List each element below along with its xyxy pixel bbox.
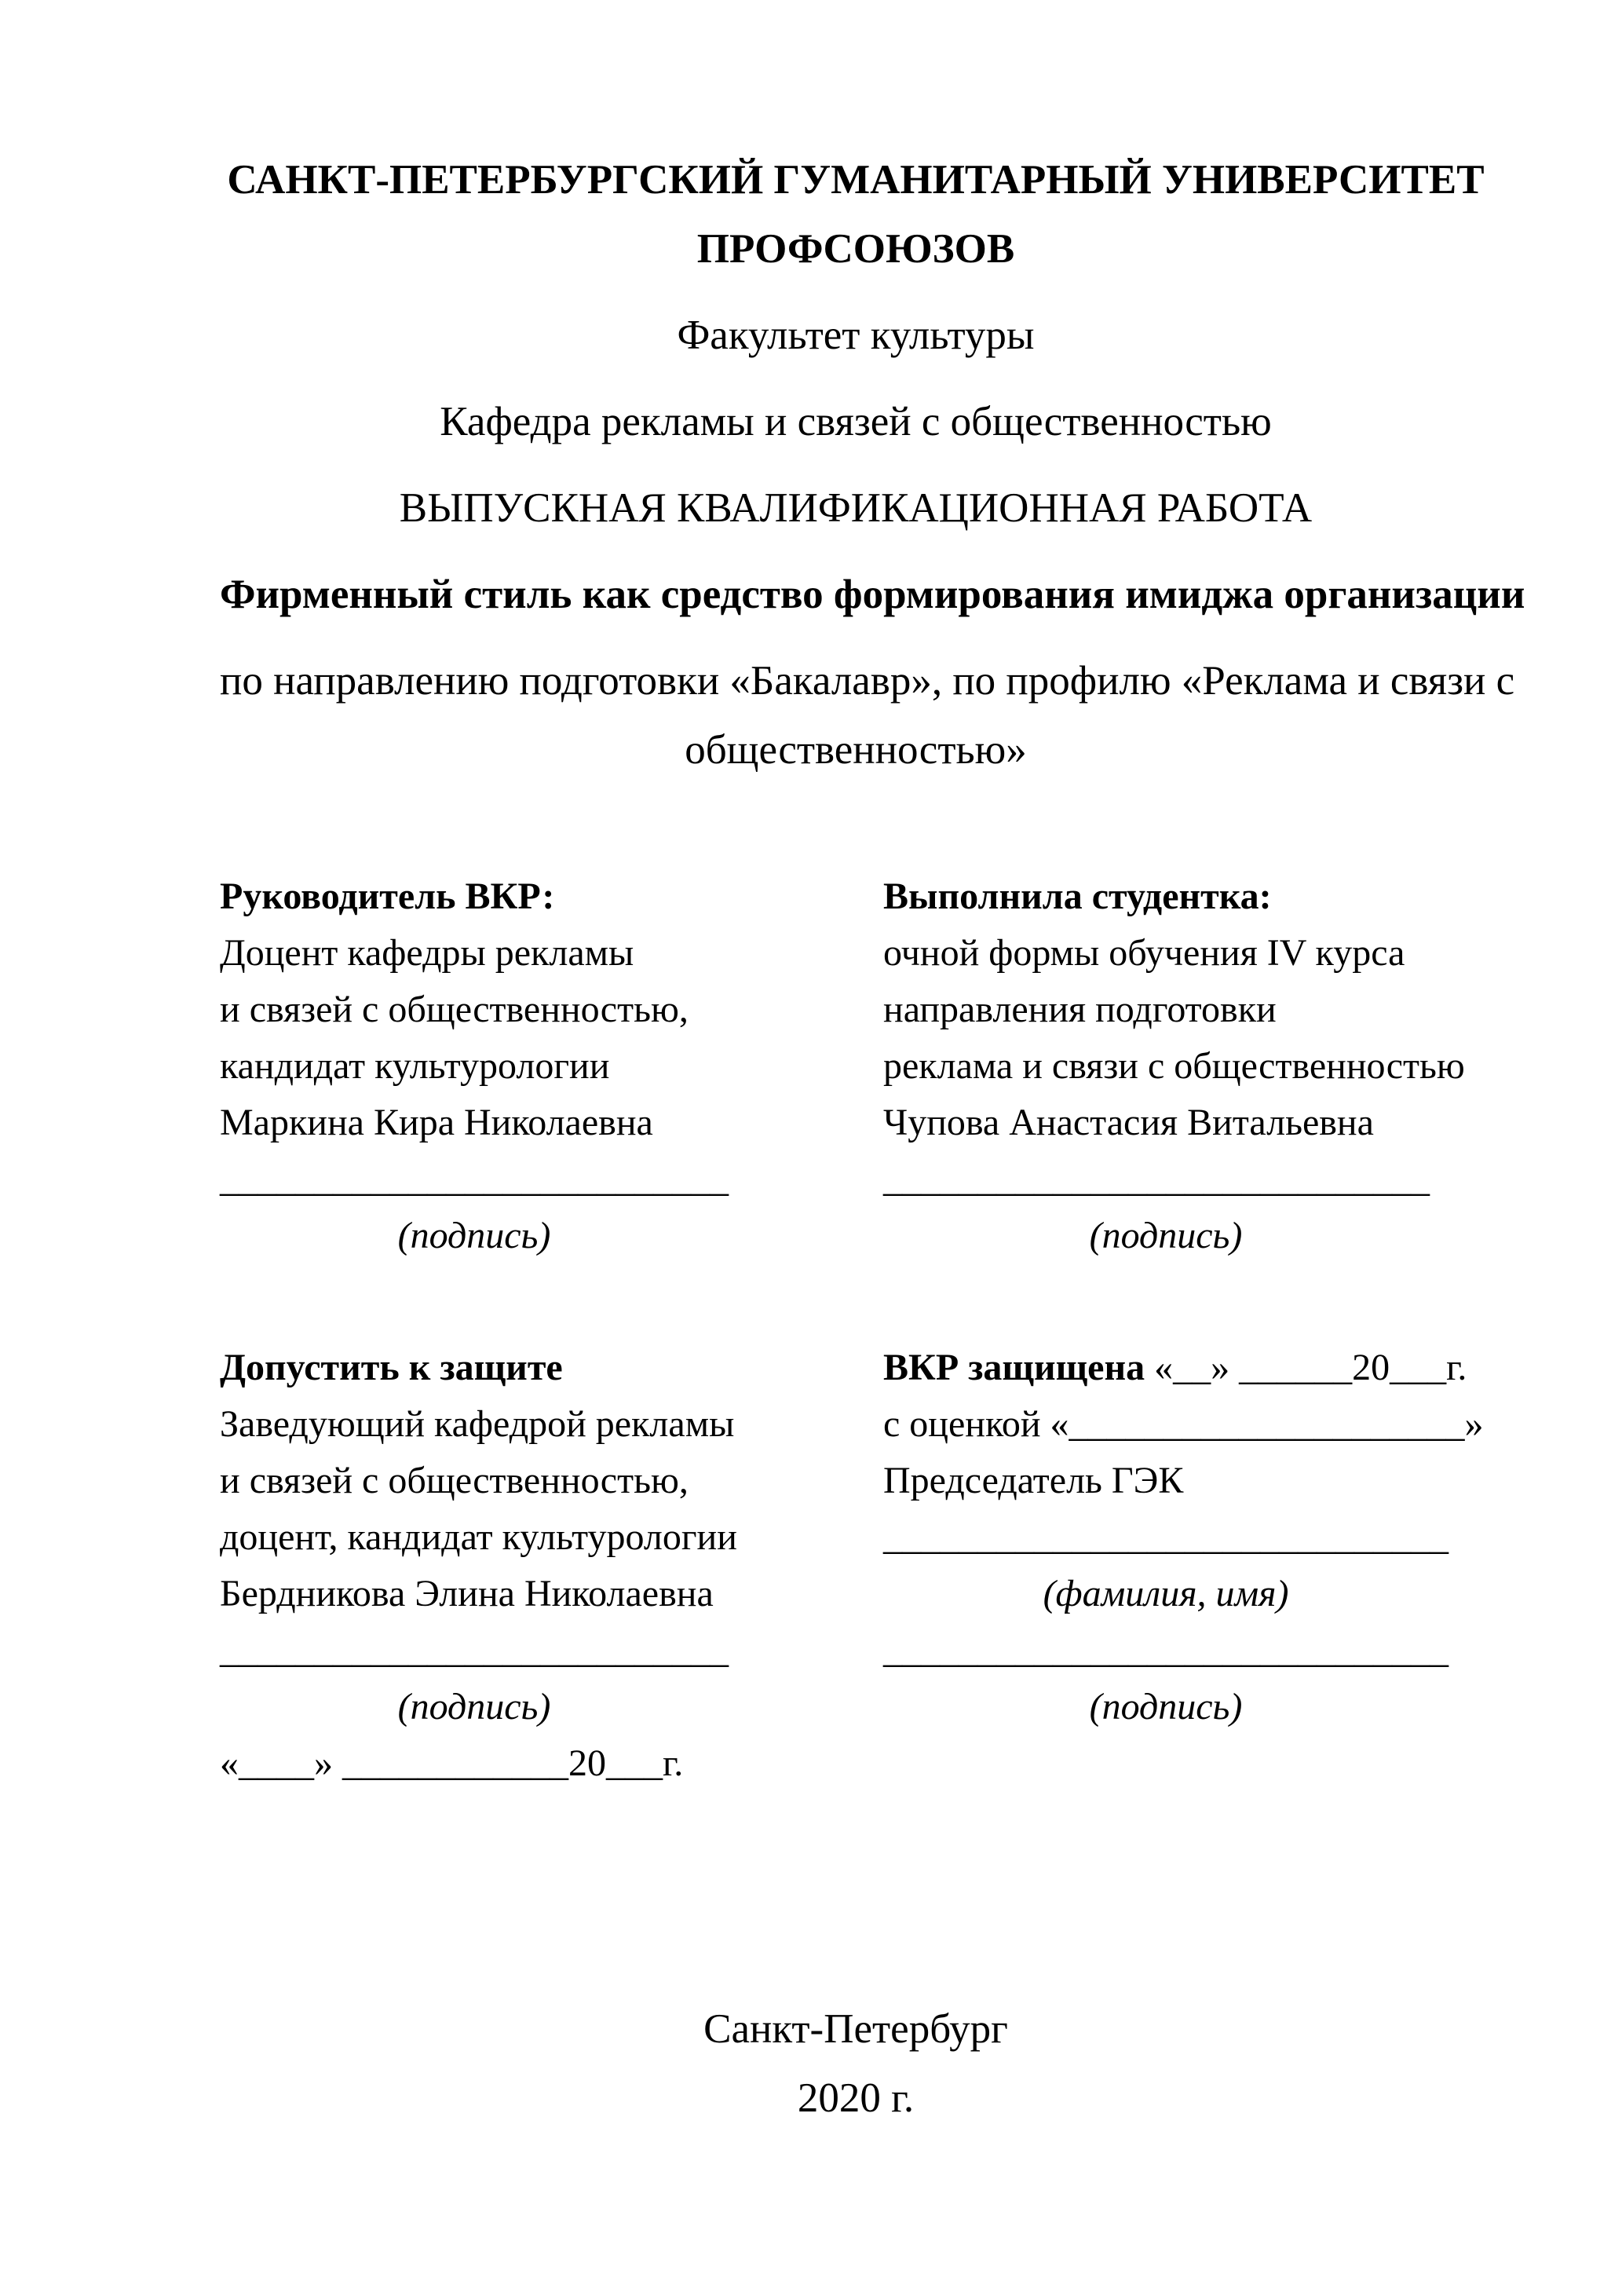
supervisor-signature-line: ___________________________ (220, 1158, 729, 1200)
faculty-line: Факультет культуры (677, 313, 1035, 358)
student-line: реклама и связи с общественностью (883, 1045, 1465, 1087)
program-line1: по направлению подготовки «Бакалавр», по профилю «Реклама и связи с (220, 658, 1515, 704)
university-name-line1: САНКТ-ПЕТЕРБУРГСКИЙ ГУМАНИТАРНЫЙ УНИВЕРСИТЕТ (227, 157, 1485, 203)
header-block (220, 145, 1525, 784)
student-signature-line: _____________________________ (883, 1158, 1430, 1200)
supervisor-name: Маркина Кира Николаевна (220, 1102, 653, 1143)
admission-line: доцент, кандидат культурологии (220, 1516, 737, 1558)
admission-signature-caption: (подпись) (397, 1686, 551, 1727)
admission-line: и связей с общественностью, (220, 1460, 689, 1501)
defense-heading-row (883, 1340, 1492, 1396)
defense-heading: ВКР защищена (883, 1347, 1145, 1388)
defense-date-blank: «__» ______20___г. (1145, 1347, 1467, 1388)
admission-line: Заведующий кафедрой рекламы (220, 1403, 735, 1445)
chairman-signature-line: ______________________________ (883, 1629, 1448, 1671)
supervisor-heading: Руководитель ВКР: (220, 876, 555, 917)
city-line: Санкт-Петербург (703, 2006, 1008, 2052)
defense-chairman: Председатель ГЭК (883, 1460, 1184, 1501)
university-name-line2: ПРОФСОЮЗОВ (696, 226, 1015, 272)
supervisor-line: Доцент кафедры рекламы (220, 932, 634, 974)
admission-signature-line: ___________________________ (220, 1629, 729, 1671)
admission-block (220, 1340, 738, 1792)
supervisor-line: кандидат культурологии (220, 1045, 610, 1087)
signatories-lower-section (220, 1340, 1492, 1792)
defense-block (883, 1340, 1492, 1792)
defense-grade-line: с оценкой «_____________________» (883, 1403, 1484, 1445)
chairman-name-caption: (фамилия, имя) (1043, 1573, 1289, 1614)
thesis-title: Фирменный стиль как средство формирования имиджа организации (220, 572, 1525, 617)
year-line: 2020 г. (797, 2075, 915, 2121)
student-line: направления подготовки (883, 989, 1277, 1030)
admission-date-line: «____» ____________20___г. (220, 1742, 684, 1784)
student-name: Чупова Анастасия Витальевна (883, 1102, 1374, 1143)
student-block (883, 868, 1492, 1264)
student-heading: Выполнила студентка: (883, 876, 1272, 917)
footer-block (220, 1994, 1492, 2133)
student-signature-caption: (подпись) (1089, 1215, 1243, 1256)
supervisor-block (220, 868, 738, 1264)
chairman-signature-caption: (подпись) (1089, 1686, 1243, 1727)
supervisor-line: и связей с общественностью, (220, 989, 689, 1030)
supervisor-signature-caption: (подпись) (397, 1215, 551, 1256)
admission-heading: Допустить к защите (220, 1347, 563, 1388)
department-line: Кафедра рекламы и связей с общественностью (440, 399, 1272, 444)
admission-name: Бердникова Элина Николаевна (220, 1573, 714, 1614)
student-line: очной формы обучения IV курса (883, 932, 1405, 974)
signatories-upper-section (220, 868, 1492, 1264)
chairman-name-line: ______________________________ (883, 1516, 1448, 1558)
program-line2: общественностью» (685, 727, 1027, 773)
work-type-line: ВЫПУСКНАЯ КВАЛИФИКАЦИОННАЯ РАБОТА (399, 485, 1313, 531)
